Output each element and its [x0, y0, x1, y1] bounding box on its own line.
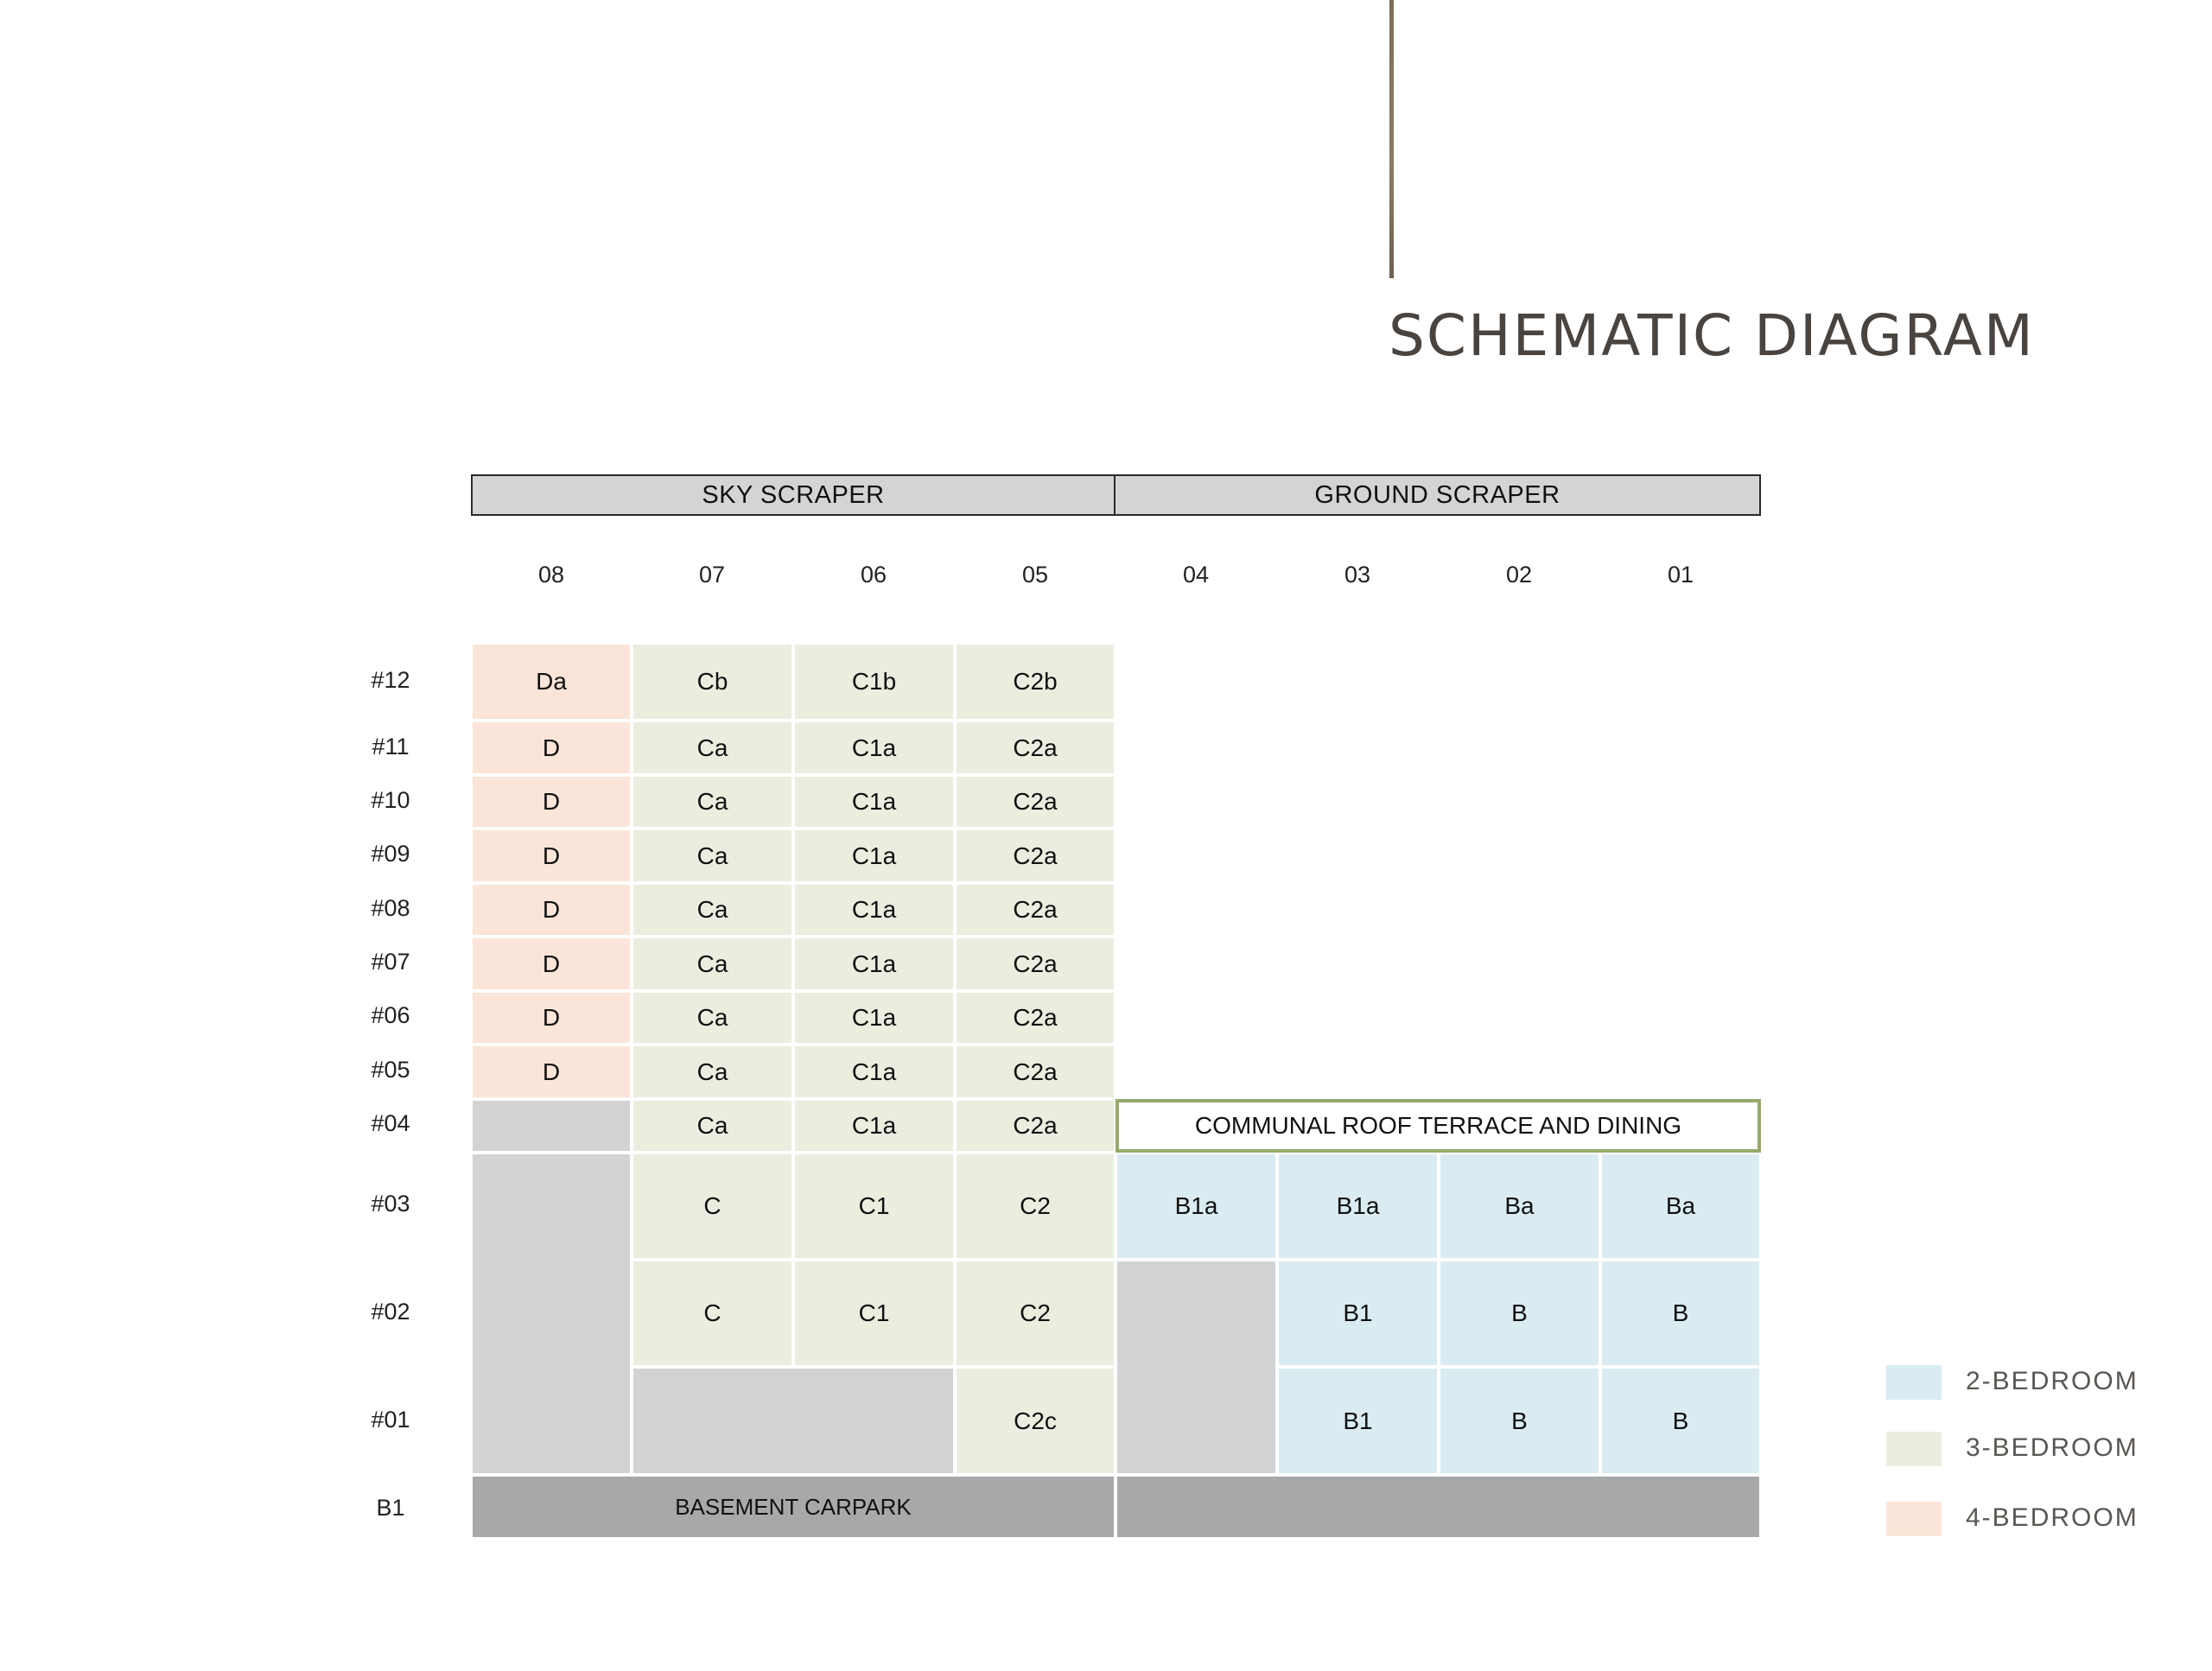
- legend-swatch-4-bedroom: [1886, 1502, 1942, 1536]
- unit-cell: C2a: [955, 775, 1116, 829]
- basement-carpark: BASEMENT CARPARK: [471, 1475, 1116, 1539]
- unit-cell: B1: [1277, 1260, 1439, 1367]
- unit-cell: C1a: [793, 1045, 955, 1099]
- unit-cell: C2b: [955, 643, 1116, 721]
- unit-cell: Ca: [632, 775, 793, 829]
- unit-cell: C1a: [793, 883, 955, 937]
- stack-label: 05: [1021, 562, 1049, 588]
- unit-cell: C2a: [955, 991, 1116, 1045]
- stack-label: 06: [860, 562, 887, 588]
- common-area-block: [471, 1099, 632, 1153]
- unit-cell: D: [471, 829, 632, 883]
- ground-scraper-header: GROUND SCRAPER: [1114, 474, 1761, 516]
- basement-block: [1116, 1475, 1761, 1539]
- unit-cell: B: [1439, 1260, 1600, 1367]
- legend-label: 4-BEDROOM: [1966, 1503, 2139, 1532]
- unit-cell: C2a: [955, 829, 1116, 883]
- common-area-block: [1116, 1260, 1277, 1475]
- unit-cell: D: [471, 991, 632, 1045]
- unit-cell: B1: [1277, 1367, 1439, 1475]
- floor-label: #07: [371, 949, 410, 975]
- common-area-block: [632, 1367, 955, 1475]
- floor-label: #04: [371, 1110, 410, 1136]
- unit-cell: C2a: [955, 883, 1116, 937]
- unit-cell: C1b: [793, 643, 955, 721]
- unit-cell: C1a: [793, 829, 955, 883]
- floor-label: #02: [371, 1299, 410, 1325]
- unit-cell: Ca: [632, 883, 793, 937]
- stack-label: 04: [1182, 562, 1210, 588]
- unit-cell: Ca: [632, 1045, 793, 1099]
- unit-cell: D: [471, 937, 632, 991]
- floor-label: #03: [371, 1191, 410, 1217]
- unit-cell: B: [1439, 1367, 1600, 1475]
- unit-cell: C1a: [793, 1099, 955, 1153]
- unit-cell: D: [471, 1045, 632, 1099]
- floor-label: #01: [371, 1407, 410, 1433]
- unit-cell: B: [1600, 1367, 1761, 1475]
- unit-cell: Ba: [1600, 1153, 1761, 1260]
- unit-cell: C1a: [793, 775, 955, 829]
- unit-cell: Ba: [1439, 1153, 1600, 1260]
- unit-cell: C2a: [955, 721, 1116, 775]
- sky-scraper-header: SKY SCRAPER: [471, 474, 1116, 516]
- floor-label: #08: [371, 895, 410, 921]
- unit-cell: Cb: [632, 643, 793, 721]
- stack-label: 08: [537, 562, 565, 588]
- unit-cell: Ca: [632, 937, 793, 991]
- unit-cell: Da: [471, 643, 632, 721]
- unit-cell: C1: [793, 1260, 955, 1367]
- unit-cell: Ca: [632, 1099, 793, 1153]
- unit-cell: C2: [955, 1260, 1116, 1367]
- floor-label: #11: [372, 734, 410, 759]
- floor-label: #06: [371, 1002, 410, 1028]
- unit-cell: C1a: [793, 991, 955, 1045]
- common-area-block: [471, 1153, 632, 1475]
- unit-cell: D: [471, 721, 632, 775]
- stack-label: 03: [1344, 562, 1371, 588]
- stack-label: 07: [698, 562, 726, 588]
- unit-cell: B1a: [1277, 1153, 1439, 1260]
- unit-cell: Ca: [632, 829, 793, 883]
- legend-swatch-3-bedroom: [1886, 1432, 1942, 1466]
- stack-label: 01: [1667, 562, 1694, 588]
- floor-label: #09: [371, 841, 410, 867]
- floor-label: #10: [371, 787, 410, 813]
- floor-label: #12: [371, 667, 410, 693]
- legend-swatch-2-bedroom: [1886, 1365, 1942, 1400]
- stack-label: 02: [1505, 562, 1533, 588]
- page-title: SCHEMATIC DIAGRAM: [1389, 302, 2035, 369]
- unit-cell: C2: [955, 1153, 1116, 1260]
- unit-cell: C2a: [955, 1099, 1116, 1153]
- unit-cell: C1: [793, 1153, 955, 1260]
- floor-label: #05: [371, 1057, 410, 1083]
- floor-label: B1: [376, 1495, 405, 1521]
- unit-cell: C2c: [955, 1367, 1116, 1475]
- unit-cell: B: [1600, 1260, 1761, 1367]
- unit-cell: C2a: [955, 937, 1116, 991]
- unit-cell: B1a: [1116, 1153, 1277, 1260]
- communal-roof-terrace: COMMUNAL ROOF TERRACE AND DINING: [1116, 1099, 1761, 1153]
- legend-label: 2-BEDROOM: [1966, 1367, 2139, 1395]
- unit-cell: C: [632, 1153, 793, 1260]
- unit-cell: D: [471, 775, 632, 829]
- unit-cell: Ca: [632, 721, 793, 775]
- unit-cell: C1a: [793, 937, 955, 991]
- unit-cell: C: [632, 1260, 793, 1367]
- unit-cell: D: [471, 883, 632, 937]
- unit-cell: C1a: [793, 721, 955, 775]
- unit-cell: C2a: [955, 1045, 1116, 1099]
- legend-label: 3-BEDROOM: [1966, 1433, 2139, 1462]
- decorative-vertical-line: [1389, 0, 1394, 278]
- unit-cell: Ca: [632, 991, 793, 1045]
